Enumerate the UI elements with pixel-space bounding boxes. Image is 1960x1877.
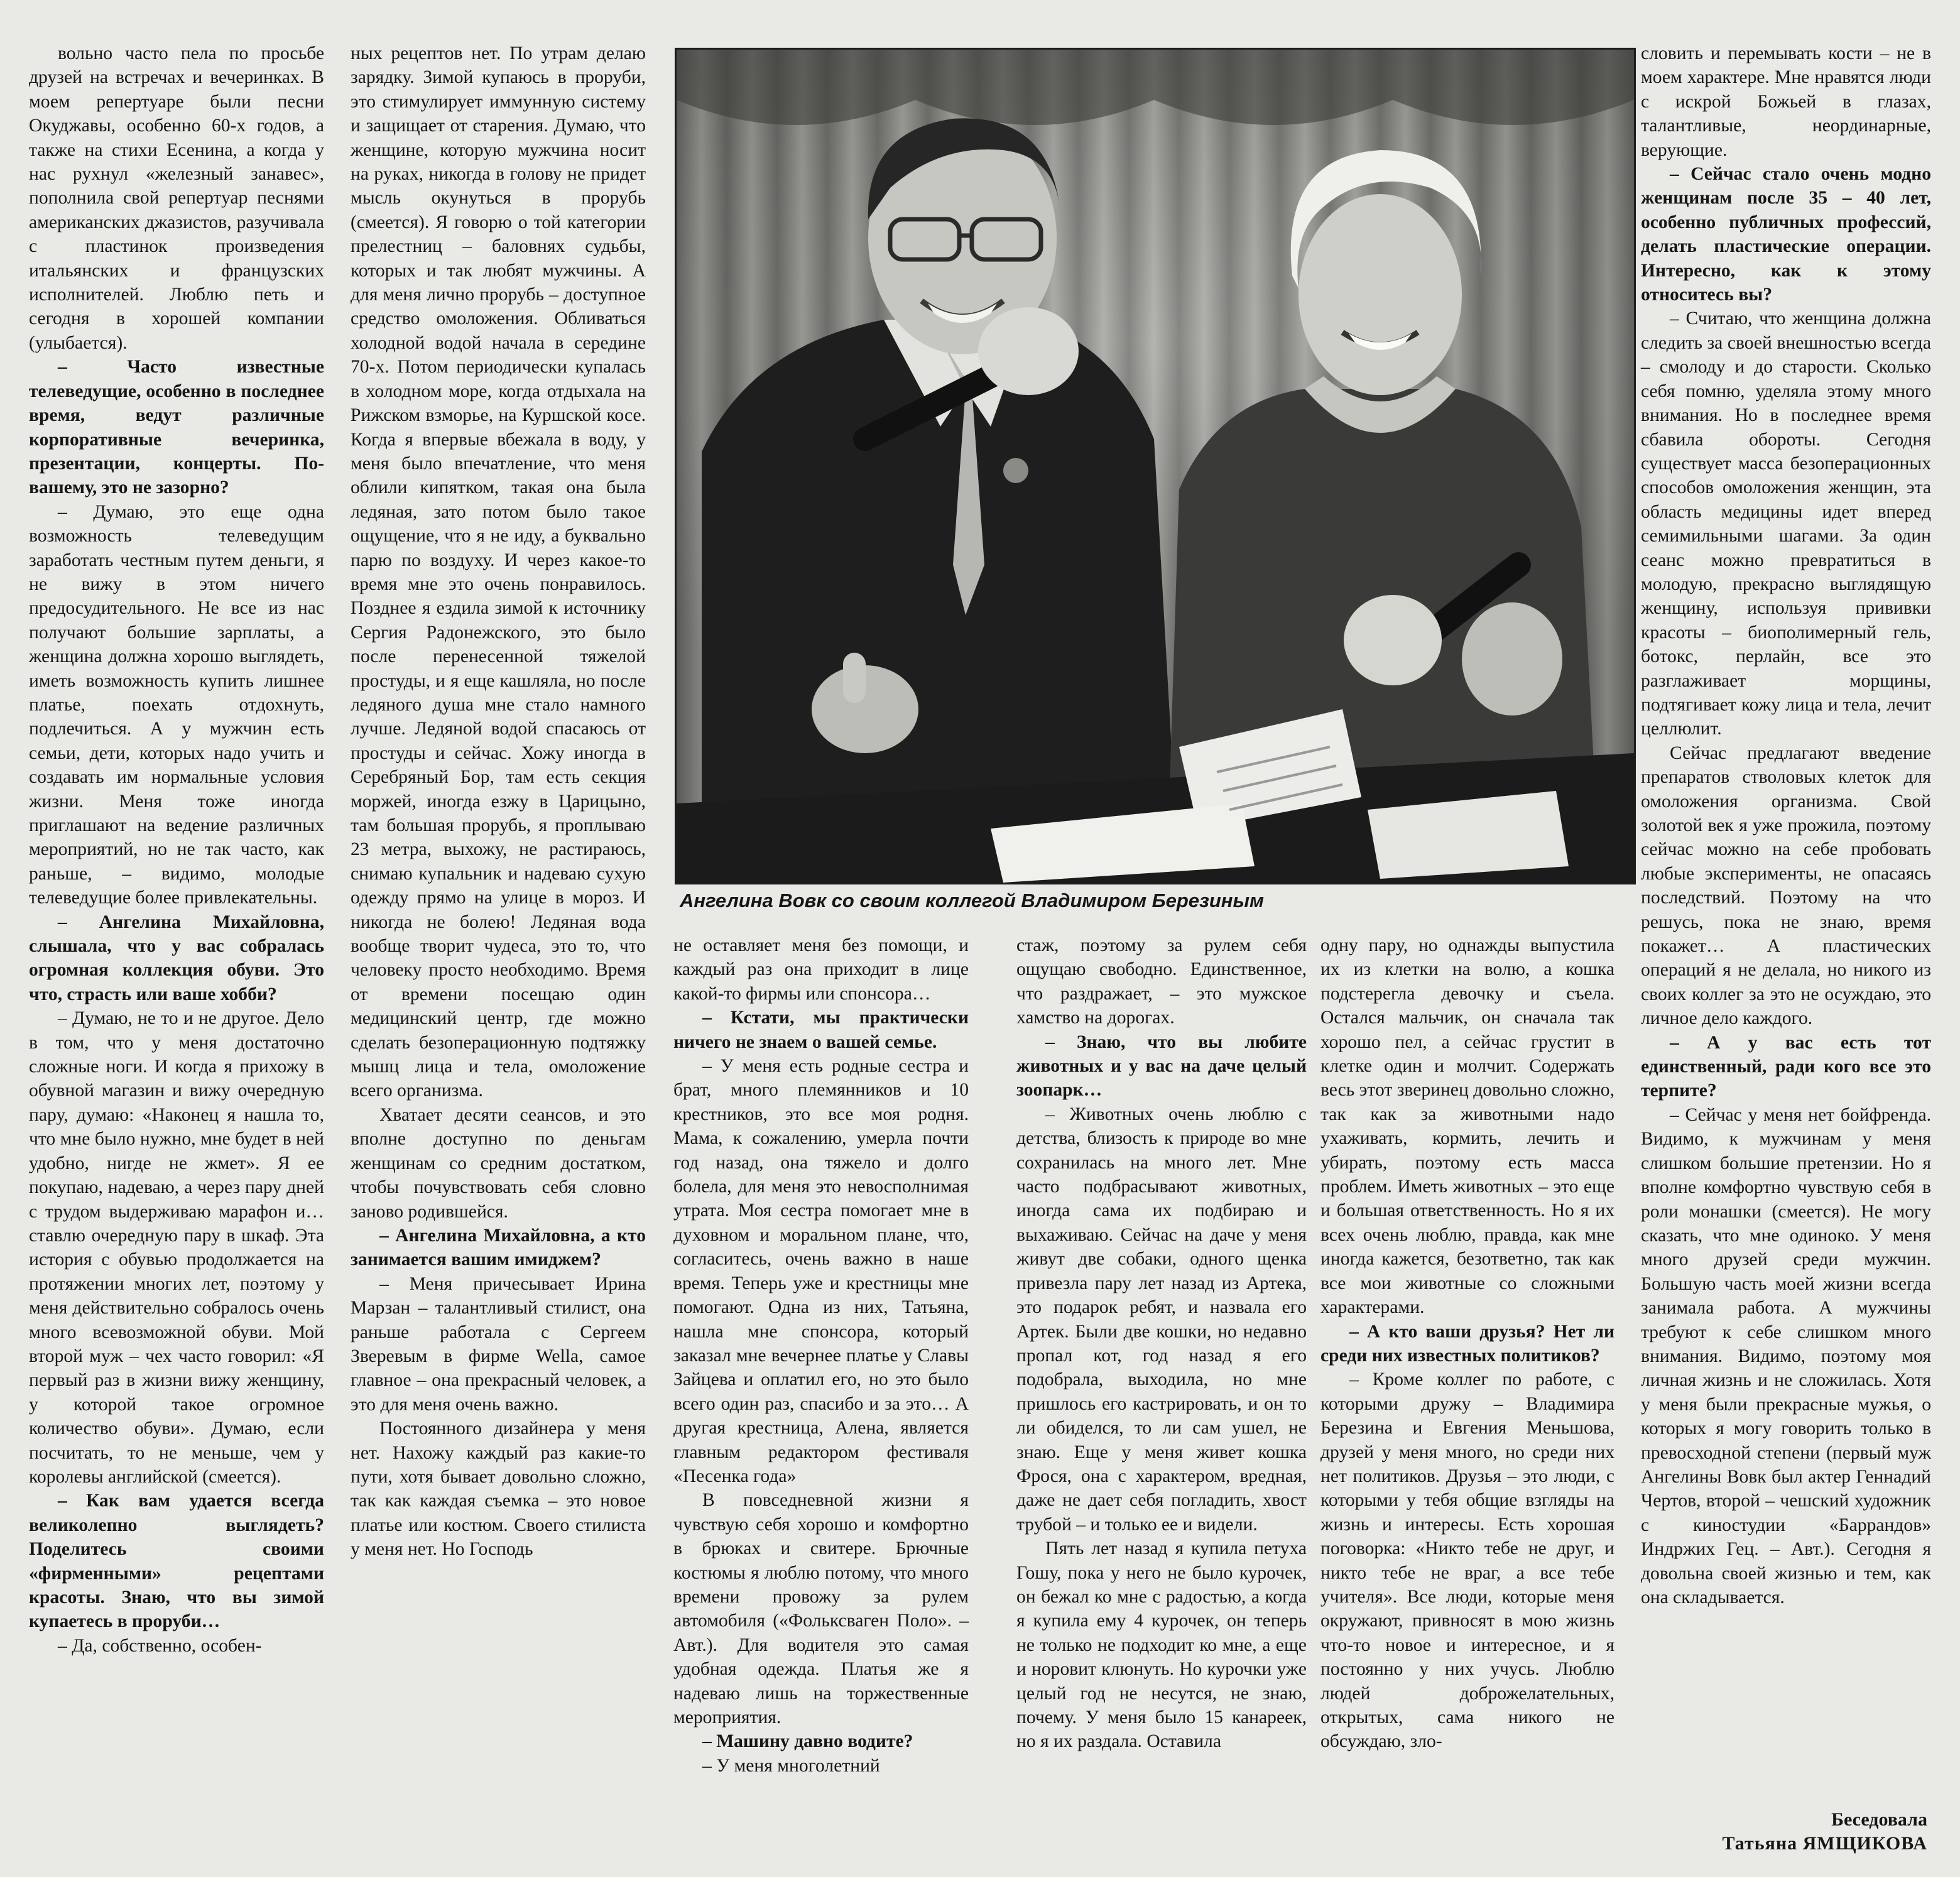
interview-paragraph: ных рецептов нет. По утрам делаю зарядку. Зимой купаюсь в проруби, это стимулирует иммунную систему и защищает от старения. Думаю, что женщине, которую мужчина носит на руках, никогда в голову не придет мысль окунуться в прорубь (смеется). Я говорю о той категории прелестниц – баловнях судьбы, которых и так любят мужчины. А для меня лично прорубь – доступное средство омоложения. Обливаться холодной водой начала в середине 70-х. Потом периодически купалась в холодном море, когда отдыхала на Рижском взморье, на Куршской косе. Когда я впервые вбежала в воду, у меня было впечатление, что меня облили кипятком, такая она была ледяная, зато потом было такое ощущение, что я не иду, а буквально парю по воздуху. И через какое-то время мне это очень понравилось. Позднее я ездила зимой к источнику Сергия Радонежского, это было после перенесенной тяжелой простуды, и я еще кашляла, но после ледяного душа мне стало намного лучше. Ледяной водой спасаюсь от простуды и сейчас. Хожу иногда в Серебряный Бор, там есть секция моржей, иногда езжу в Царицыно, там большая прорубь, я проплываю 23 метра, выхожу, не растираюсь, снимаю купальник и надеваю сухую одежду прямо на улице в мороз. И никогда не болею! Ледяная вода вообще творит чудеса, это то, что человеку просто необходимо. Время от времени посещаю один медицинский центр, где можно сделать безоперационную подтяжку мышц лица и тела, омоложение всего организма. <box>351 43 646 1101</box>
interview-paragraph: Пять лет назад я купила петуха Гошу, пока у него не было курочек, он бежал ко мне с радостью, а когда я купила ему 4 курочек, он теперь не только не подходит ко мне, а еще и норовит клюнуть. Но курочки уже целый год не несутся, не знаю, почему. У меня было 15 канареек, но я их раздала. Оставила <box>1016 1538 1307 1752</box>
interview-paragraph: – Считаю, что женщина должна следить за своей внешностью всегда – смолоду и до старости. Сколько себя помню, уделяла этому много внимания. Но в последнее время сбавила обороты. Сегодня существует масса безоперационных способов омоложения женщин, эта область медицины идет вперед семимильными шагами. За один сеанс можно превратиться в молодую, прекрасно выглядящую женщину, используя прививки красоты – биополимерный гель, ботокс, перлайн, все это разглаживает морщины, подтягивает кожу лица и тела, лечит целлюлит. <box>1641 308 1931 739</box>
interview-paragraph: – У меня многолетний <box>702 1755 880 1776</box>
interview-question: – Знаю, что вы любите животных и у вас на даче целый зоопарк… <box>1016 1031 1307 1101</box>
interview-question: – Сейчас стало очень модно женщинам после 35 – 40 лет, особенно публичных профессий, делать пластические операции. Интересно, как к этому относитесь вы? <box>1641 164 1931 305</box>
interview-paragraph: – Животных очень люблю с детства, близость к природе во мне сохранилась на много лет. Мне часто подбрасывают животных, иногда сама их подбираю и выхаживаю. Сейчас на даче у меня живут две собаки, одного щенка привезла пару лет назад из Артека, это подарок ребят, и назвала его Артек. Были две кошки, но недавно пропал кот, год назад я его подобрала, выходила, но мне пришлось его кастрировать, и он то ли обиделся, то ли сам ушел, не знаю. Еще у меня живет кошка Фрося, она с характером, вредная, даже не дает себя погладить, хвост трубой – и только ее и видели. <box>1016 1104 1307 1535</box>
article-column-3 <box>673 933 969 1778</box>
article-column-4 <box>1016 933 1307 1754</box>
interview-paragraph: – Думаю, это еще одна возможность телеведущим заработать честным путем деньги, я не вижу в этом ничего предосудительного. Не все из нас получают большие зарплаты, а женщина должна хорошо выглядеть, иметь возможность купить лишнее платье, поехать отдохнуть, подлечиться. А у мужчин есть семьи, дети, которых надо учить и создавать им нормальные условия жизни. Меня тоже иногда приглашают на ведение различных мероприятий, но не так часто, как раньше, – видимо, молодые телеведущие более привлекательны. <box>29 501 324 908</box>
interview-photo <box>675 48 1636 884</box>
interview-paragraph: – Кроме коллег по работе, с которыми дружу – Владимира Березина и Евгения Меньшова, друзей у меня много, но среди них нет политиков. Друзья – это люди, с которыми у тебя общие взгляды на жизнь и интересы. Есть хорошая поговорка: «Никто тебе не друг, и никто тебе не враг, а все тебе учителя». Все люди, которые меня окружают, привносят в мою жизнь что-то новое и интересное, и я постоянно у них учусь. Люблю людей доброжелательных, открытых, сама никого не обсуждаю, зло- <box>1320 1369 1614 1752</box>
interview-question: – Ангелина Михайловна, слышала, что у вас собралась огромная коллекция обуви. Это что, страсть или ваше хобби? <box>29 911 324 1004</box>
interview-question: – Часто известные телеведущие, особенно в последнее время, ведут различные корпоративные вечеринка, презентации, концерты. По-вашему, это не зазорно? <box>29 357 324 498</box>
byline-label: Беседовала <box>1831 1809 1927 1830</box>
interview-paragraph: не оставляет меня без помощи, и каждый раз она приходит в лице какой-то фирмы или спонсора… <box>673 935 969 1004</box>
interview-paragraph: В повседневной жизни я чувствую себя хорошо и комфортно в брюках и свитере. Брючные костюмы я люблю потому, что много времени провожу за рулем автомобиля («Фольксваген Поло». – Авт.). Для водителя это самая удобная одежда. Платья же я надеваю лишь на торжественные мероприятия. <box>673 1490 969 1727</box>
interview-paragraph: – Да, собственно, особен- <box>58 1635 262 1656</box>
photo-illustration <box>677 50 1634 883</box>
interview-question: – А у вас есть тот единственный, ради кого все это терпите? <box>1641 1032 1931 1101</box>
interview-paragraph: словить и перемывать кости – не в моем характере. Мне нравятся люди с искрой Божьей в глазах, талантливые, неординарные, верующие. <box>1641 43 1931 160</box>
interview-paragraph: одну пару, но однажды выпустила их из клетки на волю, а кошка подстерегла девочку и съела. Остался мальчик, он сначала так хорошо пел, а сейчас грустит в клетке один и молчит. Содержать весь этот зверинец довольно сложно, так как за животными надо ухаживать, кормить, лечить и убирать, поэтому есть масса проблем. Иметь животных – это еще и большая ответственность. Но я их всех очень люблю, правда, как мне иногда кажется, безответно, так как все мои животные со сложными характерами. <box>1320 935 1614 1318</box>
interview-paragraph: Сейчас предлагают введение препаратов стволовых клеток для омоложения организма. Свой золотой век я уже прожила, поэтому сейчас можно на себе пробовать любые эксперименты, не опасаясь последствий. Поэтому на что решусь, пока не знаю, время покажет… А пластических операций я не делала, но никого из своих коллег за это не осуждаю, это личное дело каждого. <box>1641 743 1931 1029</box>
byline <box>1723 1808 1928 1856</box>
byline-author: Татьяна ЯМЩИКОВА <box>1722 1833 1927 1854</box>
interview-question: – А кто ваши друзья? Нет ли среди них известных политиков? <box>1320 1321 1614 1366</box>
interview-question: – Как вам удается всегда великолепно выглядеть? Поделитесь своими «фирменными» рецептами красоты. Знаю, что вы зимой купаетесь в проруби… <box>29 1491 324 1632</box>
interview-paragraph: – Меня причесывает Ирина Марзан – талантливый стилист, она раньше работала с Сергеем Зверевым в фирме Wella, самое главное – она прекрасный человек, а это для меня очень важно. <box>351 1273 646 1415</box>
interview-paragraph: Постоянного дизайнера у меня нет. Нахожу каждый раз какие-то пути, хотя бывает довольно сложно, так как каждая съемка – это новое платье или костюм. Своего стилиста у меня нет. Но Господь <box>351 1418 646 1560</box>
interview-paragraph: – Сейчас у меня нет бойфренда. Видимо, к мужчинам у меня слишком большие претензии. Но я вполне комфортно чувствую себя в роли монашки (смеется). Не могу сказать, что мне одиноко. У меня много друзей среди мужчин. Большую часть моей жизни всегда занимала работа. А мужчины требуют к себе слишком много внимания. Видимо, поэтому моя личная жизнь и не сложилась. Хотя у меня были прекрасные мужья, о которых я могу говорить только в превосходной степени (первый муж Ангелины Вовк был актер Геннадий Чертов, второй – чешский художник с киностудии «Баррандов» Индржих Гец. – Авт.). Сегодня я довольна своей жизнью и тем, как она складывается. <box>1641 1104 1931 1608</box>
interview-question: – Ангелина Михайловна, а кто занимается вашим имиджем? <box>351 1225 646 1270</box>
photo-caption: Ангелина Вовк со своим коллегой Владимиром Березиным <box>680 890 1264 911</box>
article-column-6 <box>1641 41 1931 1609</box>
article-column-5 <box>1320 933 1614 1754</box>
interview-paragraph: Хватает десяти сеансов, и это вполне доступно по деньгам женщинам со средним достатком, чтобы почувствовать себя словно заново родившейся. <box>351 1104 646 1222</box>
article-column-2 <box>351 41 646 1562</box>
interview-question: – Машину давно водите? <box>702 1731 913 1752</box>
interview-paragraph: – У меня есть родные сестра и брат, много племянников и 10 крестников, это все моя родня. Мама, к сожалению, умерла почти год назад, она тяжело и долго болела, для меня это невосполнимая утрата. Моя сестра помогает мне в духовном и моральном плане, что, согласитесь, очень важно в наше время. Теперь уже и крестницы мне помогают. Одна из них, Татьяна, нашла мне спонсора, который заказал мне вечернее платье у Славы Зайцева и оплатил его, но это было всего один раз, спасибо и за это… А другая крестница, Алена, является главным редактором фестиваля «Песенка года» <box>673 1056 969 1486</box>
interview-paragraph: – Думаю, не то и не другое. Дело в том, что у меня достаточно сложные ноги. И когда я прихожу в обувной магазин и вижу очередную пару, думаю: «Наконец я нашла то, что мне было нужно, мне будет в ней удобно, нигде не жмет». Я ее покупаю, надеваю, а через пару дней с трудом выдерживаю марафон и… ставлю очередную пару в шкаф. Эта история с обувью продолжается на протяжении многих лет, поэтому у меня действительно собралось очень много всевозможной обуви. Мой второй муж – чех часто говорил: «Я первый раз в жизни вижу женщину, у которой такое огромное количество обуви». Думаю, если посчитать, то не меньше, чем у королевы английской (смеется). <box>29 1008 324 1487</box>
interview-paragraph: стаж, поэтому за рулем себя ощущаю свободно. Единственное, что раздражает, – это мужское хамство на дорогах. <box>1016 935 1307 1028</box>
article-column-1 <box>29 41 324 1658</box>
interview-paragraph: вольно часто пела по просьбе друзей на встречах и вечеринках. В моем репертуаре были песни Окуджавы, особенно 60-х годов, а также на стихи Есенина, а когда у нас рухнул «железный занавес», пополнила свой репертуар песнями американских джазистов, разучивала с пластинок произведения итальянских и французских исполнителей. Люблю петь и сегодня в хорошей компании (улыбается). <box>29 43 324 353</box>
interview-question: – Кстати, мы практически ничего не знаем о вашей семье. <box>673 1008 969 1052</box>
